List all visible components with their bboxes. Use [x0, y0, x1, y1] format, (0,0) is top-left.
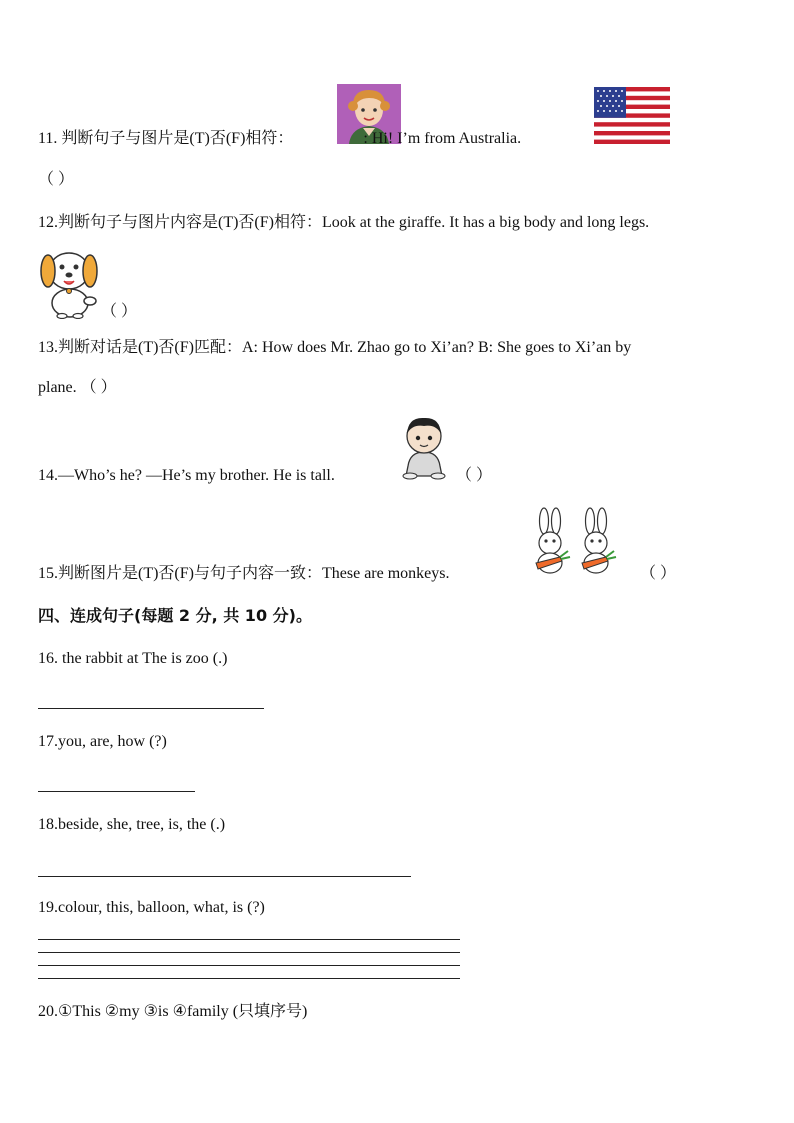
usa-flag-icon	[594, 87, 670, 144]
question-17-text: 17.you, are, how (?)	[38, 733, 167, 750]
question-13-line1: 13.判断对话是(T)否(F)匹配：A: How does Mr. Zhao go to Xi’an? B: She goes to Xi’an by	[38, 339, 632, 356]
question-16-text: 16. the rabbit at The is zoo (.)	[38, 650, 228, 667]
question-12-answer[interactable]: （ ）	[101, 303, 138, 320]
question-13-answer[interactable]: （ ）	[80, 379, 117, 396]
question-14-answer[interactable]: （ ）	[456, 467, 493, 484]
question-11-text	[38, 129, 521, 149]
question-11-answer[interactable]: （ ）	[38, 171, 75, 188]
question-18-answer-line[interactable]	[38, 876, 411, 877]
rabbit-icon	[574, 507, 618, 575]
section-4-heading: 四、连成句子(每题 2 分, 共 10 分)。	[38, 606, 312, 625]
question-19-answer-line[interactable]	[38, 939, 460, 940]
question-19-answer-line[interactable]	[38, 965, 460, 966]
question-16-answer-line[interactable]	[38, 708, 264, 709]
question-18-text: 18.beside, she, tree, is, the (.)	[38, 816, 226, 833]
question-13-line2	[38, 378, 117, 398]
question-19-text: 19.colour, this, balloon, what, is (?)	[38, 899, 265, 916]
question-20-text: 20.①This ②my ③is ④family (只填序号)	[38, 1003, 308, 1020]
question-11-sentence: : Hi! I’m from Australia.	[363, 130, 522, 147]
question-14-text: 14.—Who’s he? —He’s my brother. He is tall.	[38, 467, 335, 484]
rabbit-icon	[528, 507, 572, 575]
dog-icon	[38, 241, 100, 319]
boy-icon	[398, 414, 450, 480]
question-19-answer-line[interactable]	[38, 952, 460, 953]
question-17-answer-line[interactable]	[38, 791, 195, 792]
question-15-answer[interactable]: （ ）	[640, 565, 677, 582]
question-11-prompt: 11. 判断句子与图片是(T)否(F)相符：	[38, 130, 294, 147]
question-13-line2-text: plane.	[38, 379, 77, 396]
question-19-answer-line[interactable]	[38, 978, 460, 979]
question-15-text: 15.判断图片是(T)否(F)与句子内容一致：These are monkeys.	[38, 565, 450, 582]
question-12-text: 12.判断句子与图片内容是(T)否(F)相符：Look at the giraffe. It has a big body and long legs.	[38, 214, 650, 231]
